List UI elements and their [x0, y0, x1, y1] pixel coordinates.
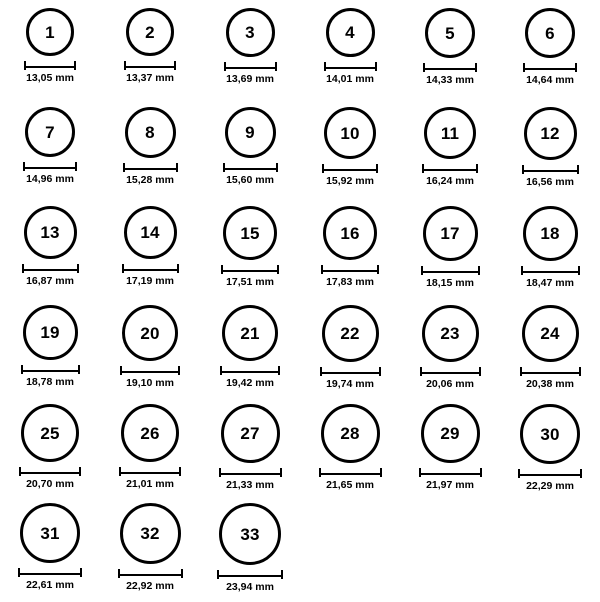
ring-circle: [523, 206, 578, 261]
dimension-line-icon: [422, 164, 478, 173]
diameter-label: 15,92 mm: [326, 175, 374, 187]
diameter-label: 18,47 mm: [526, 277, 574, 289]
ring-size-label: 8: [145, 123, 155, 142]
ring-circle: [522, 305, 579, 362]
dimension-marker: [221, 265, 279, 274]
ring-circle: [221, 404, 280, 463]
diameter-label: 17,83 mm: [326, 276, 374, 288]
ring-size-label: 15: [240, 223, 260, 243]
dimension-marker: [224, 62, 277, 71]
diameter-label: 17,19 mm: [126, 275, 174, 287]
dimension-line-icon: [122, 264, 179, 273]
ring-size-cell: [200, 305, 300, 404]
ring-size-cell: [100, 206, 200, 305]
dimension-marker: [422, 164, 478, 173]
ring-size-cell: [200, 404, 300, 503]
dimension-line-icon: [19, 467, 81, 476]
diameter-label: 16,87 mm: [26, 275, 74, 287]
ring-circle: [24, 206, 77, 259]
ring-size-label: 33: [240, 524, 260, 544]
ring-circle: [225, 107, 276, 158]
ring-size-label: 9: [245, 123, 255, 142]
ring-circle: [20, 503, 80, 563]
ring-size-cell: [500, 404, 600, 503]
diameter-label: 16,24 mm: [426, 175, 474, 187]
ring-size-cell: [0, 8, 100, 107]
ring-circle: [23, 305, 78, 360]
ring-size-cell: [300, 107, 400, 206]
ring-size-label: 2: [145, 22, 155, 42]
ring-size-cell: [100, 8, 200, 107]
dimension-line-icon: [518, 469, 582, 478]
ring-circle: [424, 107, 476, 159]
ring-circle: [326, 8, 375, 57]
dimension-line-icon: [21, 365, 80, 374]
dimension-marker: [124, 61, 176, 70]
dimension-line-icon: [322, 164, 378, 173]
dimension-marker: [120, 366, 180, 375]
dimension-marker: [523, 63, 577, 72]
dimension-line-icon: [319, 468, 382, 477]
ring-circle: [125, 107, 176, 158]
ring-size-cell: [400, 107, 500, 206]
ring-size-cell: [400, 404, 500, 503]
dimension-line-icon: [23, 162, 77, 171]
diameter-label: 20,06 mm: [426, 378, 474, 390]
ring-circle: [219, 503, 281, 565]
dimension-marker: [522, 165, 579, 174]
dimension-line-icon: [219, 468, 282, 477]
ring-size-label: 11: [440, 123, 460, 143]
dimension-line-icon: [118, 569, 183, 578]
ring-size-label: 18: [540, 224, 560, 243]
dimension-marker: [220, 366, 280, 375]
ring-size-cell: [200, 503, 300, 602]
dimension-marker: [520, 367, 581, 376]
diameter-label: 13,05 mm: [26, 72, 74, 84]
ring-size-cell: [200, 206, 300, 305]
ring-circle: [321, 404, 380, 463]
dimension-line-icon: [520, 367, 581, 376]
ring-circle: [26, 8, 74, 56]
dimension-marker: [19, 467, 81, 476]
dimension-marker: [223, 163, 278, 172]
ring-size-cell: [300, 206, 400, 305]
ring-size-label: 28: [340, 424, 360, 443]
dimension-line-icon: [521, 266, 580, 275]
dimension-marker: [322, 164, 378, 173]
diameter-label: 13,37 mm: [126, 72, 174, 84]
dimension-line-icon: [22, 264, 79, 273]
dimension-line-icon: [324, 62, 377, 71]
ring-circle: [425, 8, 475, 58]
ring-size-cell: [0, 305, 100, 404]
ring-size-label: 29: [440, 424, 460, 443]
dimension-marker: [518, 469, 582, 478]
ring-size-label: 12: [540, 124, 560, 143]
ring-circle: [222, 305, 278, 361]
ring-size-cell: [500, 107, 600, 206]
ring-size-cell: [100, 305, 200, 404]
ring-circle: [324, 107, 376, 159]
dimension-line-icon: [224, 62, 277, 71]
ring-size-label: 5: [445, 23, 455, 43]
ring-circle: [322, 305, 379, 362]
ring-size-cell: [0, 107, 100, 206]
ring-circle: [124, 206, 177, 259]
ring-circle: [25, 107, 75, 157]
dimension-line-icon: [18, 568, 82, 577]
ring-size-label: 6: [545, 23, 555, 43]
dimension-marker: [119, 467, 181, 476]
dimension-marker: [122, 264, 179, 273]
ring-size-label: 19: [40, 323, 60, 342]
dimension-line-icon: [221, 265, 279, 274]
dimension-marker: [521, 266, 580, 275]
dimension-line-icon: [423, 63, 477, 72]
ring-circle: [520, 404, 580, 464]
diameter-label: 19,10 mm: [126, 377, 174, 389]
dimension-marker: [21, 365, 80, 374]
diameter-label: 19,42 mm: [226, 377, 274, 389]
ring-size-label: 17: [440, 224, 460, 243]
ring-size-cell: [200, 8, 300, 107]
ring-size-label: 22: [340, 324, 360, 343]
ring-size-label: 4: [345, 23, 355, 42]
ring-size-cell: [100, 404, 200, 503]
ring-circle: [524, 107, 577, 160]
ring-size-label: 30: [540, 424, 560, 444]
diameter-label: 15,28 mm: [126, 174, 174, 186]
dimension-marker: [419, 468, 482, 477]
ring-size-cell: [400, 305, 500, 404]
dimension-marker: [219, 468, 282, 477]
ring-size-cell: [500, 8, 600, 107]
diameter-label: 14,01 mm: [326, 73, 374, 85]
ring-circle: [226, 8, 275, 57]
ring-size-cell: [500, 206, 600, 305]
dimension-line-icon: [522, 165, 579, 174]
ring-size-label: 16: [340, 223, 360, 243]
ring-size-label: 20: [140, 323, 160, 343]
diameter-label: 13,69 mm: [226, 73, 274, 85]
dimension-line-icon: [220, 366, 280, 375]
ring-size-cell: [0, 206, 100, 305]
ring-size-cell: [400, 206, 500, 305]
ring-size-cell: [300, 8, 400, 107]
dimension-line-icon: [24, 61, 76, 70]
diameter-label: 17,51 mm: [226, 276, 274, 288]
ring-size-label: 23: [440, 324, 460, 343]
dimension-line-icon: [124, 61, 176, 70]
dimension-line-icon: [119, 467, 181, 476]
dimension-line-icon: [420, 367, 481, 376]
diameter-label: 14,96 mm: [26, 173, 74, 185]
ring-size-cell: [200, 107, 300, 206]
ring-size-label: 25: [40, 423, 60, 443]
ring-circle: [422, 305, 479, 362]
ring-circle: [122, 305, 178, 361]
dimension-line-icon: [523, 63, 577, 72]
ring-circle: [421, 404, 480, 463]
dimension-line-icon: [321, 265, 379, 274]
ring-size-label: 24: [540, 324, 560, 343]
dimension-line-icon: [123, 163, 178, 172]
ring-circle: [120, 503, 181, 564]
ring-size-label: 10: [340, 123, 360, 143]
dimension-line-icon: [320, 367, 381, 376]
ring-size-label: 31: [40, 523, 60, 543]
dimension-line-icon: [217, 570, 283, 579]
diameter-label: 21,65 mm: [326, 479, 374, 491]
dimension-marker: [423, 63, 477, 72]
dimension-line-icon: [120, 366, 180, 375]
ring-circle: [323, 206, 377, 260]
diameter-label: 18,15 mm: [426, 277, 474, 289]
ring-size-label: 3: [245, 23, 255, 42]
dimension-marker: [24, 61, 76, 70]
diameter-label: 20,38 mm: [526, 378, 574, 390]
dimension-marker: [319, 468, 382, 477]
ring-circle: [525, 8, 575, 58]
diameter-label: 20,70 mm: [26, 478, 74, 490]
ring-size-cell: [0, 503, 100, 602]
diameter-label: 21,33 mm: [226, 479, 274, 491]
ring-size-label: 1: [45, 22, 55, 42]
dimension-line-icon: [419, 468, 482, 477]
ring-size-cell: [500, 305, 600, 404]
ring-circle: [126, 8, 174, 56]
dimension-marker: [217, 570, 283, 579]
ring-size-label: 21: [240, 323, 260, 343]
ring-circle: [423, 206, 478, 261]
ring-size-label: 32: [140, 524, 160, 543]
diameter-label: 22,92 mm: [126, 580, 174, 592]
dimension-marker: [321, 265, 379, 274]
ring-size-cell: [300, 305, 400, 404]
diameter-label: 21,01 mm: [126, 478, 174, 490]
dimension-marker: [420, 367, 481, 376]
dimension-marker: [421, 266, 480, 275]
dimension-marker: [320, 367, 381, 376]
dimension-marker: [118, 569, 183, 578]
diameter-label: 23,94 mm: [226, 581, 274, 593]
dimension-marker: [18, 568, 82, 577]
dimension-marker: [324, 62, 377, 71]
dimension-line-icon: [421, 266, 480, 275]
diameter-label: 21,97 mm: [426, 479, 474, 491]
diameter-label: 16,56 mm: [526, 176, 574, 188]
dimension-marker: [23, 162, 77, 171]
ring-size-cell: [0, 404, 100, 503]
ring-circle: [21, 404, 79, 462]
ring-size-label: 7: [45, 122, 55, 142]
ring-size-label: 13: [40, 223, 60, 242]
ring-circle: [223, 206, 277, 260]
ring-size-cell: [100, 107, 200, 206]
ring-size-cell: [400, 8, 500, 107]
diameter-label: 14,64 mm: [526, 74, 574, 86]
ring-circle: [121, 404, 179, 462]
ring-size-label: 26: [140, 423, 160, 443]
dimension-marker: [123, 163, 178, 172]
diameter-label: 22,29 mm: [526, 480, 574, 492]
diameter-label: 18,78 mm: [26, 376, 74, 388]
dimension-line-icon: [223, 163, 278, 172]
diameter-label: 19,74 mm: [326, 378, 374, 390]
diameter-label: 14,33 mm: [426, 74, 474, 86]
diameter-label: 22,61 mm: [26, 579, 74, 591]
ring-size-label: 27: [240, 424, 260, 443]
diameter-label: 15,60 mm: [226, 174, 274, 186]
ring-size-cell: [100, 503, 200, 602]
ring-size-label: 14: [140, 223, 160, 242]
dimension-marker: [22, 264, 79, 273]
ring-size-cell: [300, 404, 400, 503]
